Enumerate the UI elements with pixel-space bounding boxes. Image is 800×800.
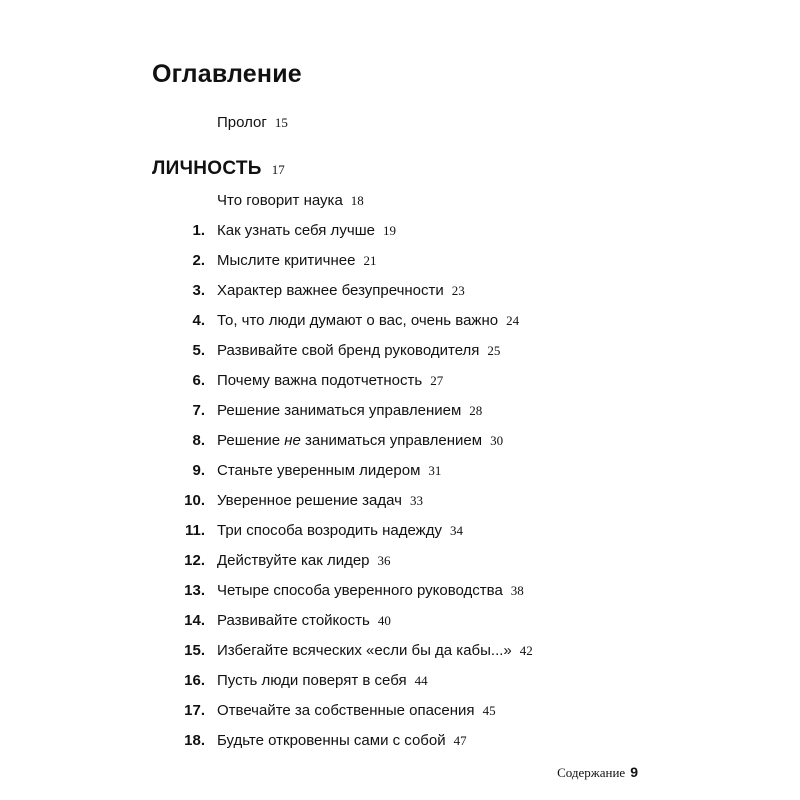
toc-entry [0,341,800,371]
entry-text [217,401,482,421]
toc-entry [0,281,800,311]
toc-entry [0,581,800,611]
entry-page-number: 40 [377,613,391,628]
entry-number: 9. [192,462,205,479]
entry-title: Развивайте стойкость [217,612,370,629]
entry-page-number: 24 [506,313,520,328]
entry-text [217,311,519,331]
entry-number: 12. [184,552,205,569]
entry-text [217,551,391,571]
entry-page-number: 30 [490,433,504,448]
entry-text [217,371,443,391]
entry-title: Пусть люди поверят в себя [217,672,407,689]
entry-text [217,731,467,751]
entry-text [217,281,465,301]
toc-entry [0,521,800,551]
page-title: Оглавление [152,60,302,88]
toc-entry [0,611,800,641]
section-title: ЛИЧНОСТЬ [152,158,262,179]
entry-title: Уверенное решение задач [217,492,402,509]
toc-entry-prologue [217,113,288,133]
toc-entry [0,221,800,251]
entry-page-number: 31 [428,463,442,478]
toc-entry [0,401,800,431]
entry-title: Отвечайте за собственные опасения [217,702,475,719]
entry-number: 7. [192,402,205,419]
page-footer [557,763,638,782]
toc-entry [0,671,800,701]
toc-entry [0,551,800,581]
entry-number: 8. [192,432,205,449]
entry-title: Почему важна подотчетность [217,372,423,389]
toc-entry [0,371,800,401]
entry-number: 11. [184,522,205,539]
entry-page-number: 23 [451,283,465,298]
entry-number: 17. [184,702,205,719]
entry-page-number: 47 [453,733,467,748]
entry-text [217,671,428,691]
entry-number: 15. [184,642,205,659]
entry-page-number: 25 [487,343,501,358]
entry-text [217,611,391,631]
entry-text [217,701,496,721]
entry-number: 3. [192,282,205,299]
entry-number: 1. [192,222,205,239]
entry-title-emphasis: не [284,432,301,449]
entry-number: 18. [184,732,205,749]
section-heading [152,156,285,183]
toc-entry-intro [217,191,364,211]
entry-text [217,581,524,601]
entry-page-number: 36 [377,553,391,568]
entry-title: Решение заниматься управлением [217,402,462,419]
entry-number: 4. [192,312,205,329]
entry-number: 2. [192,252,205,269]
toc-entry [0,731,800,761]
entry-title-rest: заниматься управлением [300,432,483,449]
entry-text [217,251,376,271]
entry-number: 10. [184,492,205,509]
entry-page-number: 42 [519,643,533,658]
toc-list [0,221,800,761]
entry-page-number: 34 [449,523,463,538]
entry-title: Избегайте всяческих «если бы да кабы...» [217,642,512,659]
entry-number: 5. [192,342,205,359]
entry-page-number: 19 [383,223,397,238]
entry-text [217,521,463,541]
entry-title: Мыслите критичнее [217,252,356,269]
entry-page-number: 18 [350,193,364,208]
entry-page-number: 21 [363,253,377,268]
entry-text [217,221,396,241]
entry-title: Развивайте свой бренд руководителя [217,342,480,359]
entry-text [217,641,533,661]
entry-text [217,341,500,361]
entry-text [217,491,423,511]
entry-page-number: 33 [409,493,423,508]
entry-page-number: 28 [469,403,483,418]
entry-page-number: 27 [430,373,444,388]
entry-page-number: 38 [510,583,524,598]
section-page-number: 17 [271,162,285,177]
entry-title: Действуйте как лидер [217,552,370,569]
entry-number: 14. [184,612,205,629]
toc-entry [0,431,800,461]
entry-title: Характер важнее безупречности [217,282,444,299]
footer-label: Содержание [557,765,626,780]
entry-number: 13. [184,582,205,599]
entry-title: Как узнать себя лучше [217,222,376,239]
entry-title: То, что люди думают о вас, очень важно [217,312,499,329]
entry-number: 6. [192,372,205,389]
entry-title: Решение [217,432,285,449]
entry-title: Четыре способа уверенного руководства [217,582,503,599]
toc-entry [0,311,800,341]
entry-text [217,431,503,451]
toc-entry [0,701,800,731]
toc-entry [0,641,800,671]
entry-page-number: 45 [482,703,496,718]
entry-text [217,461,441,481]
entry-page-number: 15 [274,115,288,130]
entry-title: Станьте уверенным лидером [217,462,421,479]
entry-page-number: 44 [414,673,428,688]
entry-title: Будьте откровенны сами с собой [217,732,446,749]
toc-entry [0,461,800,491]
entry-title: Три способа возродить надежду [217,522,442,539]
footer-page-number: 9 [630,764,638,780]
entry-number: 16. [184,672,205,689]
entry-title: Что говорит наука [217,192,343,209]
entry-title: Пролог [217,114,267,131]
toc-entry [0,251,800,281]
toc-entry [0,491,800,521]
